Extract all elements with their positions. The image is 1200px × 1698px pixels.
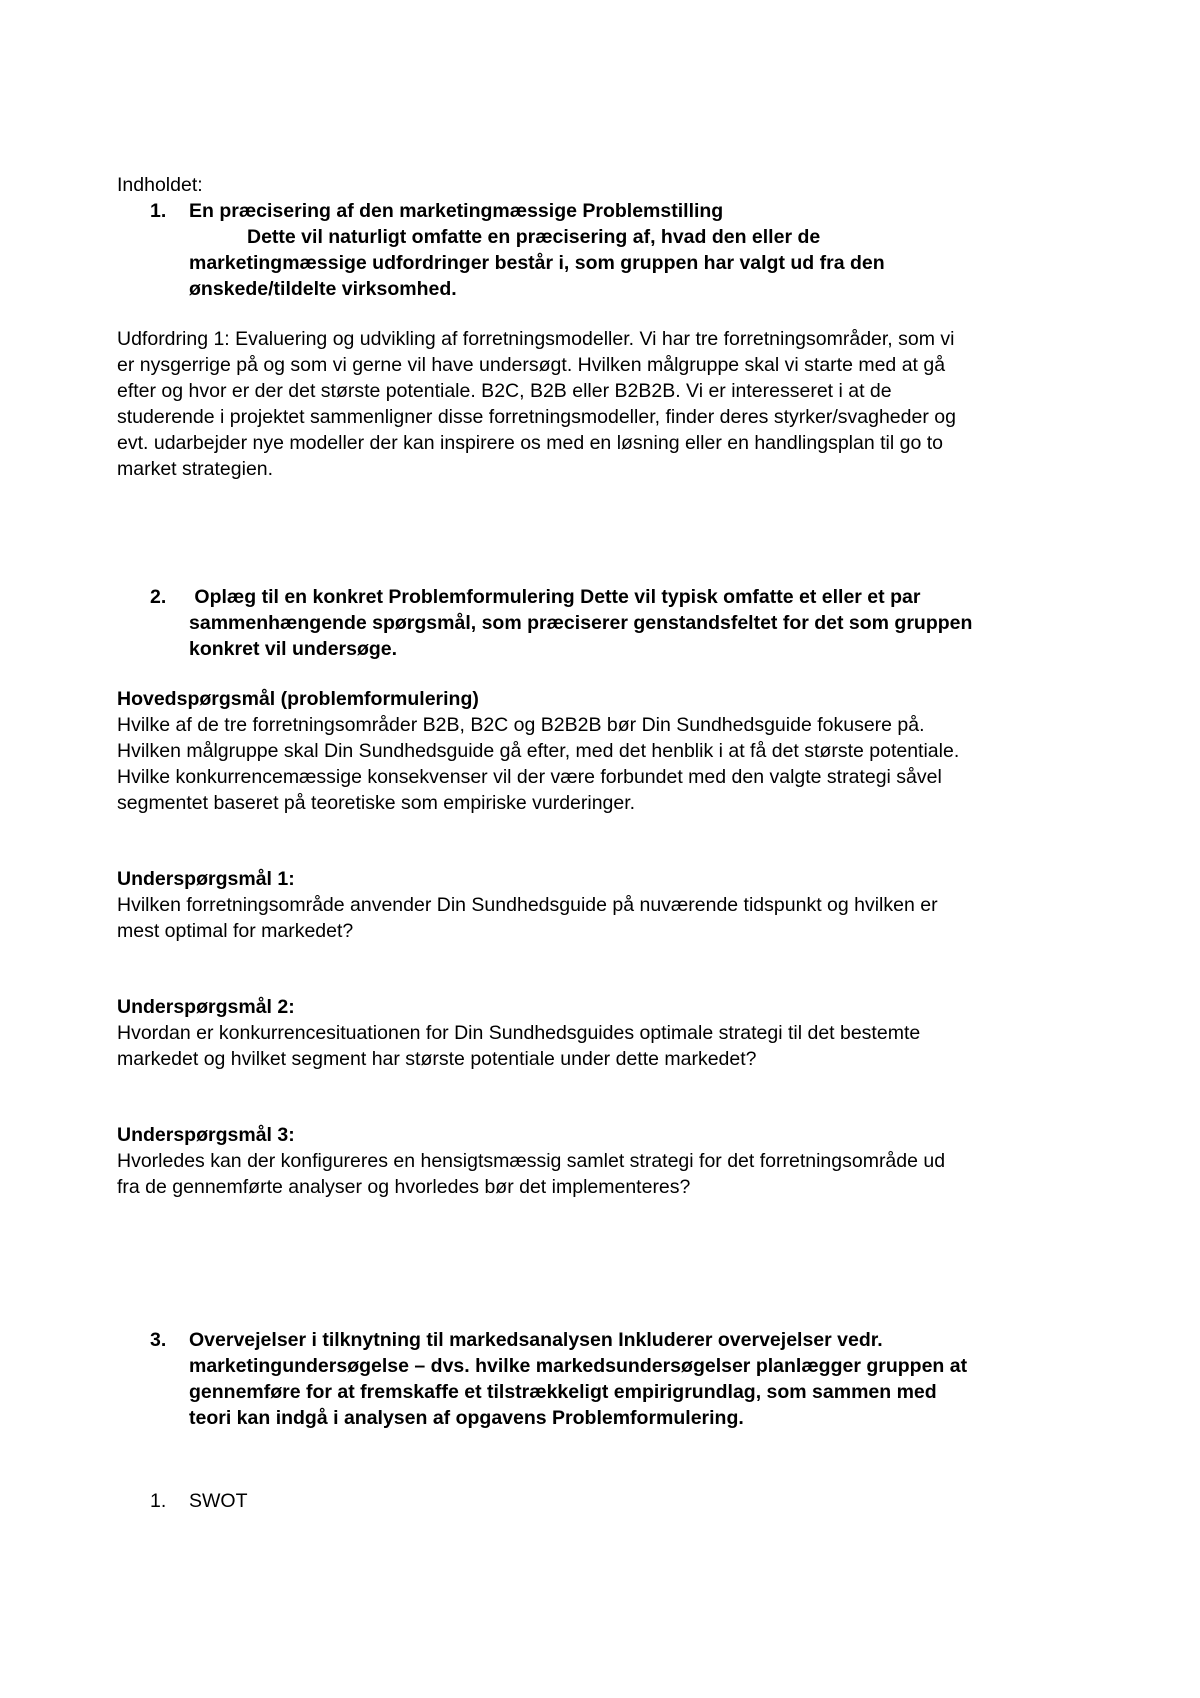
- sub-question-2-line: Hvordan er konkurrencesituationen for Din Sundhedsguides optimale strategi til det bestemte: [117, 1022, 921, 1044]
- section-3-heading-line: marketingundersøgelse – dvs. hvilke markedsundersøgelser planlægger gruppen at: [189, 1355, 968, 1377]
- section-1-desc-line: ønskede/tildelte virksomhed.: [189, 278, 457, 300]
- section-1-body-line: market strategien.: [117, 458, 274, 480]
- section-2-heading-line: konkret vil undersøge.: [189, 638, 398, 660]
- section-1-desc-line: marketingmæssige udfordringer består i, som gruppen har valgt ud fra den: [189, 252, 885, 274]
- swot-list-item: SWOT: [189, 1490, 248, 1512]
- main-question-line: Hvilken målgruppe skal Din Sundhedsguide gå efter, med det henblik i at få det største potentiale.: [117, 740, 960, 762]
- main-question-line: Hvilke konkurrencemæssige konsekvenser vil der være forbundet med den valgte strategi såvel: [117, 766, 942, 788]
- main-question-line: segmentet baseret på teoretiske som empiriske vurderinger.: [117, 792, 636, 814]
- section-2-heading-line: Oplæg til en konkret Problemformulering Dette vil typisk omfatte et eller et par: [189, 586, 921, 608]
- section-1-body-line: er nysgerrige på og som vi gerne vil have undersøgt. Hvilken målgruppe skal vi starte med at gå: [117, 354, 946, 376]
- sub-question-1-line: mest optimal for markedet?: [117, 920, 354, 942]
- section-2-number: 2.: [150, 586, 167, 608]
- sub-question-1-title: Underspørgsmål 1:: [117, 868, 295, 890]
- section-3-number: 3.: [150, 1329, 167, 1351]
- section-3-heading-line: Overvejelser i tilknytning til markedsanalysen Inkluderer overvejelser vedr.: [189, 1329, 883, 1351]
- sub-question-2-line: markedet og hvilket segment har største potentiale under dette markedet?: [117, 1048, 757, 1070]
- sub-question-3-line: fra de gennemførte analyser og hvorledes bør det implementeres?: [117, 1176, 691, 1198]
- intro-label: Indholdet:: [117, 174, 203, 196]
- section-1-body-line: evt. udarbejder nye modeller der kan inspirere os med en løsning eller en handlingsplan til go to: [117, 432, 943, 454]
- section-1-body-line: studerende i projektet sammenligner disse forretningsmodeller, finder deres styrker/svagheder og: [117, 406, 956, 428]
- main-question-title: Hovedspørgsmål (problemformulering): [117, 688, 479, 710]
- section-2-heading-line: sammenhængende spørgsmål, som præciserer genstandsfeltet for det som gruppen: [189, 612, 973, 634]
- section-1-number: 1.: [150, 200, 167, 222]
- sub-question-3-title: Underspørgsmål 3:: [117, 1124, 295, 1146]
- section-1-heading: En præcisering af den marketingmæssige Problemstilling: [189, 200, 724, 222]
- sub-question-2-title: Underspørgsmål 2:: [117, 996, 295, 1018]
- section-3-heading-line: teori kan indgå i analysen af opgavens Problemformulering.: [189, 1407, 744, 1429]
- sub-question-3-line: Hvorledes kan der konfigureres en hensigtsmæssig samlet strategi for det forretningsområde ud: [117, 1150, 946, 1172]
- swot-list-number: 1.: [150, 1490, 167, 1512]
- section-1-desc-line: Dette vil naturligt omfatte en præcisering af, hvad den eller de: [247, 226, 821, 248]
- main-question-line: Hvilke af de tre forretningsområder B2B, B2C og B2B2B bør Din Sundhedsguide fokusere på.: [117, 714, 925, 736]
- section-1-body-line: Udfordring 1: Evaluering og udvikling af forretningsmodeller. Vi har tre forretningsområder, som vi: [117, 328, 955, 350]
- section-3-heading-line: gennemføre for at fremskaffe et tilstrækkeligt empirigrundlag, som sammen med: [189, 1381, 937, 1403]
- document-page: [117, 0, 1107, 1698]
- section-1-body-line: efter og hvor er der det største potentiale. B2C, B2B eller B2B2B. Vi er interesseret i at de: [117, 380, 892, 402]
- sub-question-1-line: Hvilken forretningsområde anvender Din Sundhedsguide på nuværende tidspunkt og hvilken er: [117, 894, 938, 916]
